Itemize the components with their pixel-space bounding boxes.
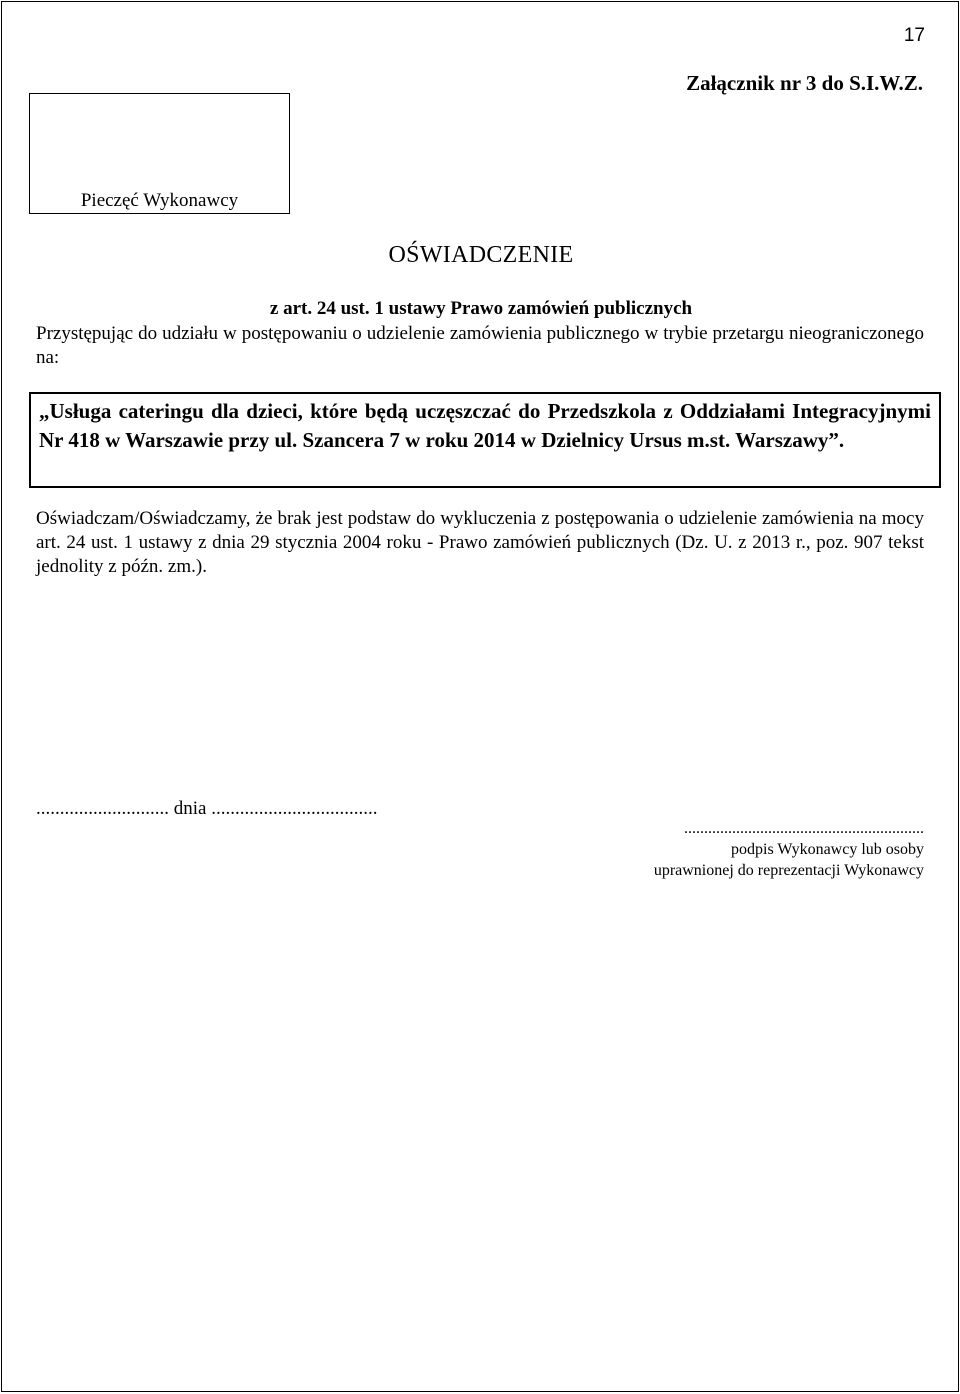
signature-caption-line-2: uprawnionej do reprezentacji Wykonawcy: [653, 862, 924, 879]
contract-subject-text: „Usługa cateringu dla dzieci, które będą uczęszczać do Przedszkola z Oddziałami Integracyjnymi Nr 418 w Warszawie przy ul. Szancera 7 w roku 2014 w Dzielnicy Ursus m.st. Warszawy”.: [39, 399, 931, 452]
signature-caption-line-1: podpis Wykonawcy lub osoby: [731, 841, 924, 858]
document-page: [1, 1, 959, 1392]
attachment-label: Załącznik nr 3 do S.I.W.Z.: [686, 71, 923, 95]
signature-block: [654, 818, 924, 881]
contract-subject-box: [29, 392, 941, 488]
contractor-stamp-box: [29, 93, 290, 214]
stamp-label: Pieczęć Wykonawcy: [80, 190, 239, 211]
page-number: 17: [903, 25, 925, 46]
place-date-line: ............................ dnia ...................................: [36, 798, 378, 819]
signature-dots: ............................................................: [684, 820, 924, 837]
intro-paragraph: Przystępując do udziału w postępowaniu o udzielenie zamówienia publicznego w trybie przetargu nieograniczonego na:: [36, 323, 924, 368]
document-subtitle: z art. 24 ust. 1 ustawy Prawo zamówień publicznych: [269, 298, 693, 319]
document-title: OŚWIADCZENIE: [388, 242, 574, 268]
statement-paragraph: Oświadczam/Oświadczamy, że brak jest podstaw do wykluczenia z postępowania o udzielenie zamówienia na mocy art. 24 ust. 1 ustawy z dnia 29 stycznia 2004 roku - Prawo zamówień publicznych (Dz. U. z 2013 r., poz. 907 tekst jednolity z późn. zm.).: [36, 508, 924, 577]
